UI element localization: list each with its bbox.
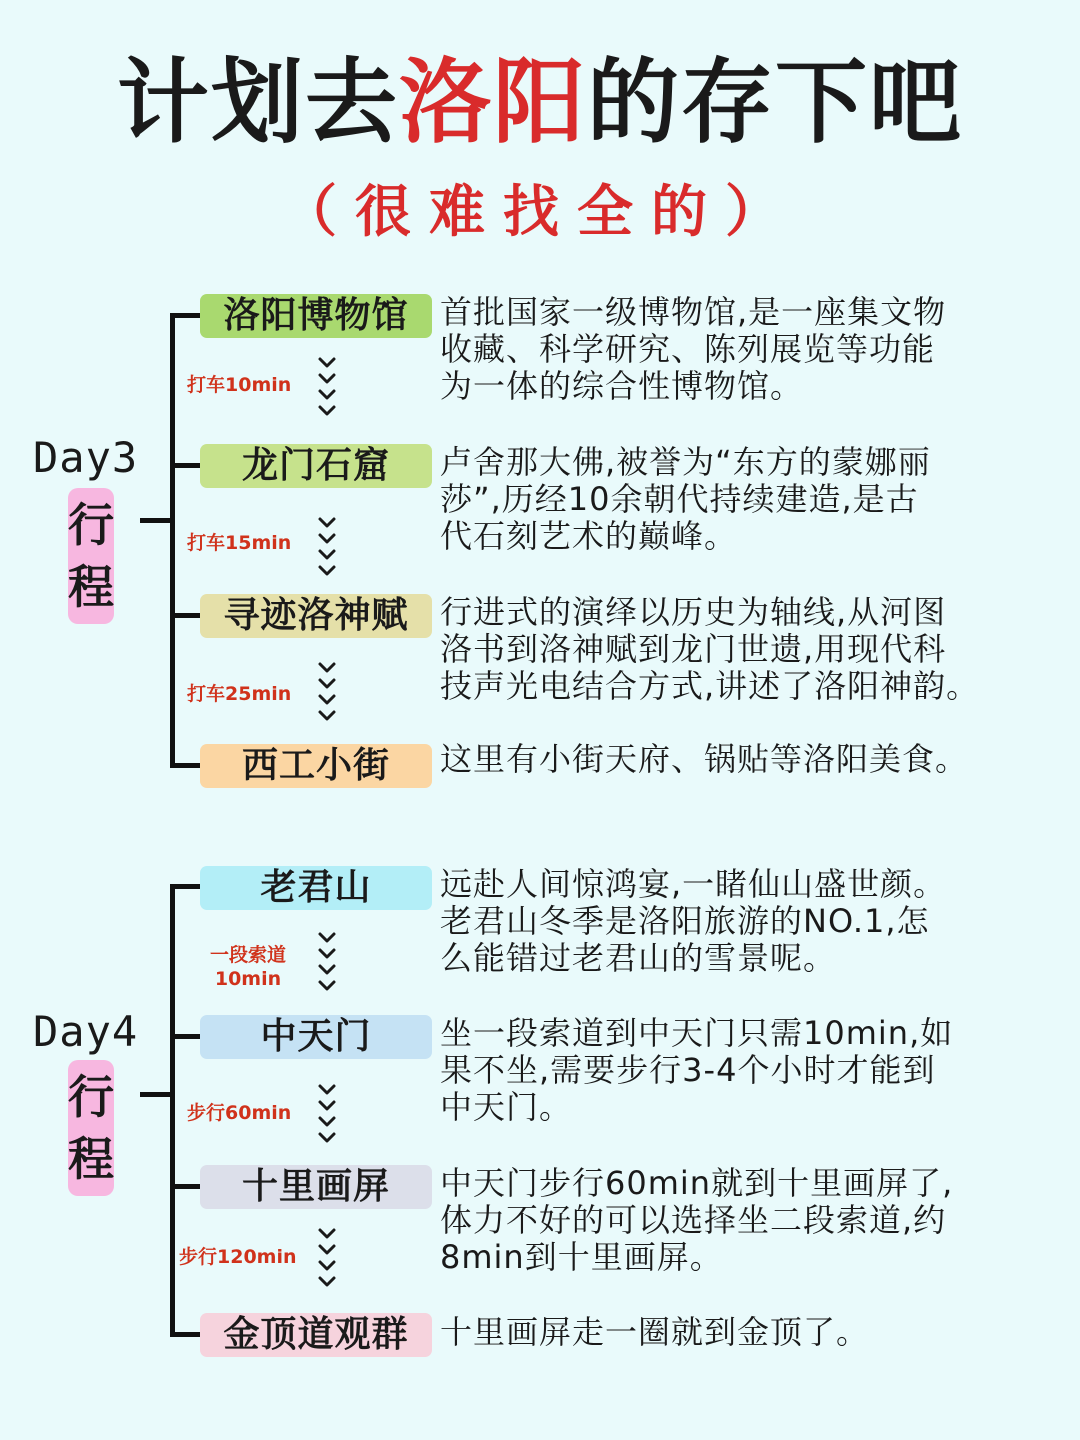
- day3-stem: [140, 518, 172, 523]
- day3-stop-4-description: [440, 741, 1060, 778]
- day3-stop-3-description: [440, 594, 1060, 705]
- description-line: 行进式的演绎以历史为轴线,从河图: [440, 593, 947, 631]
- description-line: 这里有小街天府、锅贴等洛阳美食。: [440, 740, 969, 778]
- day3-tag-char-1: 行: [68, 498, 114, 552]
- page-title: [0, 48, 1080, 158]
- day3-tag-char-2: 程: [68, 560, 114, 614]
- description-line: 中天门。: [440, 1088, 573, 1126]
- title-highlight: 洛阳: [398, 49, 587, 156]
- day3-stop-2: 龙门石窟: [200, 444, 432, 488]
- title-suffix: 的存下吧: [587, 49, 964, 156]
- day3-transfer-1: 打车10min: [187, 374, 292, 396]
- description-line: 中天门步行60min就到十里画屏了,: [440, 1164, 954, 1202]
- day4-stop-4-description: [440, 1314, 1060, 1351]
- day4-stop-2: 中天门: [200, 1015, 432, 1059]
- day4-stop-2-description: [440, 1015, 1060, 1126]
- description-line: 代石刻艺术的巅峰。: [440, 517, 738, 555]
- title-prefix: 计划去: [116, 49, 399, 156]
- day4-transfer-2: 步行60min: [187, 1102, 292, 1124]
- description-line: 果不坐,需要步行3-4个小时才能到: [440, 1051, 936, 1089]
- day3-stop-4: 西工小街: [200, 744, 432, 788]
- day4-transfer-1: 一段索道 10min: [209, 944, 286, 990]
- day4-tag-char-1: 行: [68, 1070, 114, 1124]
- day4-bracket-vertical: [170, 884, 175, 1337]
- day3-stop-3: 寻迹洛神赋: [200, 594, 432, 638]
- day4-itinerary-tag: [68, 1060, 114, 1196]
- day3-stop-2-description: [440, 444, 1060, 555]
- day4-branch-3: [170, 1184, 202, 1189]
- day4-tag-char-2: 程: [68, 1132, 114, 1186]
- chevron-down-icon: [313, 1082, 341, 1146]
- day3-label: Day3: [33, 433, 139, 482]
- description-line: 坐一段索道到中天门只需10min,如: [440, 1014, 954, 1052]
- chevron-down-icon: [313, 515, 341, 579]
- day3-bracket-vertical: [170, 313, 175, 768]
- description-line: 体力不好的可以选择坐二段索道,约: [440, 1201, 947, 1239]
- day4-branch-4: [170, 1332, 202, 1337]
- day3-branch-4: [170, 763, 202, 768]
- description-line: 卢舍那大佛,被誉为“东方的蒙娜丽: [440, 443, 931, 481]
- day3-transfer-3: 打车25min: [187, 683, 292, 705]
- day4-stop-3: 十里画屏: [200, 1165, 432, 1209]
- description-line: 老君山冬季是洛阳旅游的NO.1,怎: [440, 902, 930, 940]
- day3-branch-2: [170, 463, 202, 468]
- chevron-down-icon: [313, 660, 341, 724]
- day4-stop-1-description: [440, 866, 1060, 977]
- description-line: 收藏、科学研究、陈列展览等功能: [440, 330, 936, 368]
- day4-stop-4: 金顶道观群: [200, 1313, 432, 1357]
- description-line: 远赴人间惊鸿宴,一睹仙山盛世颜。: [440, 865, 947, 903]
- day4-branch-2: [170, 1034, 202, 1039]
- day4-branch-1: [170, 884, 202, 889]
- day3-itinerary-tag: [68, 488, 114, 624]
- description-line: 莎”,历经10余朝代持续建造,是古: [440, 480, 919, 518]
- description-line: 技声光电结合方式,讲述了洛阳神韵。: [440, 667, 980, 705]
- day3-transfer-2: 打车15min: [187, 532, 292, 554]
- description-line: 洛书到洛神赋到龙门世遗,用现代科: [440, 630, 947, 668]
- day4-stem: [140, 1092, 172, 1097]
- day4-transfer-3: 步行120min: [179, 1246, 297, 1268]
- page-subtitle: （很难找全的）: [281, 180, 799, 245]
- description-line: 么能错过老君山的雪景呢。: [440, 939, 837, 977]
- description-line: 8min到十里画屏。: [440, 1238, 723, 1276]
- day4-label: Day4: [33, 1007, 139, 1056]
- day3-branch-1: [170, 313, 202, 318]
- description-line: 为一体的综合性博物馆。: [440, 367, 804, 405]
- day3-stop-1: 洛阳博物馆: [200, 294, 432, 338]
- day4-stop-1: 老君山: [200, 866, 432, 910]
- day4-stop-3-description: [440, 1165, 1060, 1276]
- chevron-down-icon: [313, 930, 341, 994]
- day3-branch-3: [170, 613, 202, 618]
- description-line: 首批国家一级博物馆,是一座集文物: [440, 293, 947, 331]
- chevron-down-icon: [313, 1226, 341, 1290]
- description-line: 十里画屏走一圈就到金顶了。: [440, 1313, 870, 1351]
- chevron-down-icon: [313, 355, 341, 419]
- day3-stop-1-description: [440, 294, 1060, 405]
